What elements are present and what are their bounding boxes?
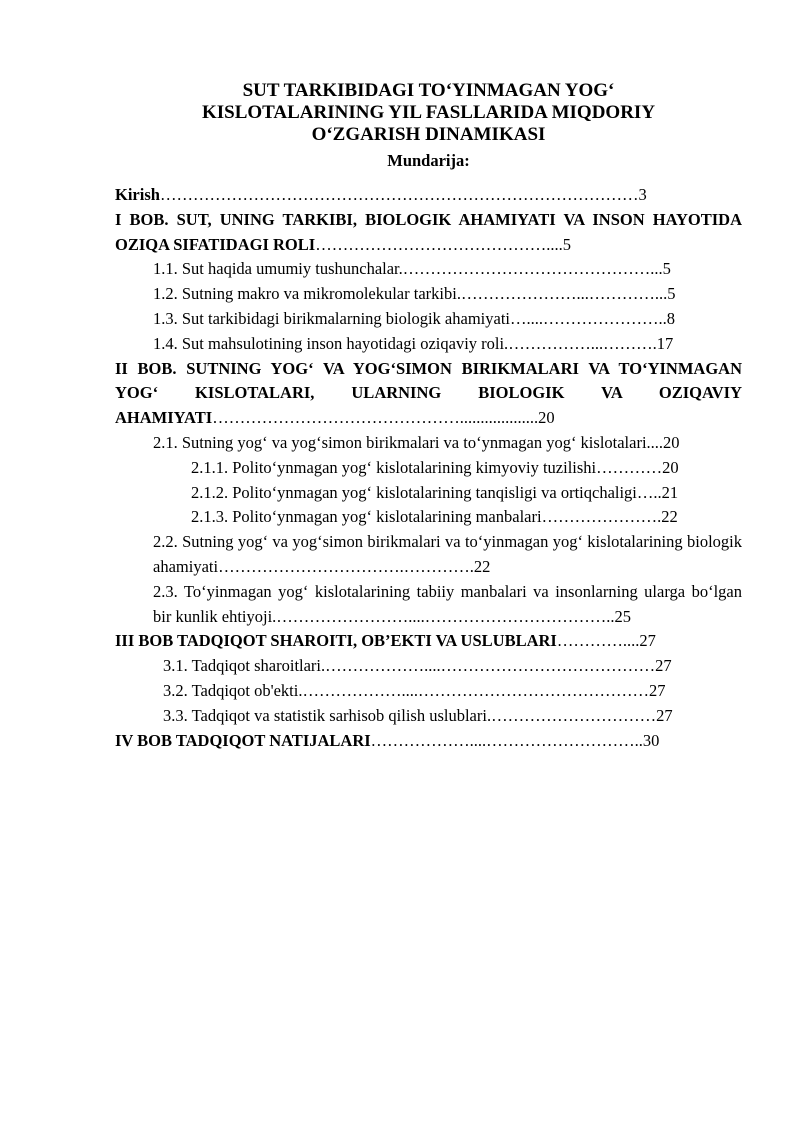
toc-heading: Mundarija: bbox=[387, 151, 470, 170]
toc-entry-dots: ….. bbox=[636, 482, 662, 502]
toc-entry-label: IV BOB TADQIQOT NATIJALARI bbox=[115, 730, 371, 750]
toc-entry-page: 3 bbox=[638, 185, 647, 204]
toc-entry-page: 27 bbox=[656, 705, 673, 725]
toc-entry[interactable] bbox=[191, 481, 742, 506]
toc-entry[interactable] bbox=[191, 456, 742, 481]
toc-entry[interactable] bbox=[153, 307, 742, 332]
document-title bbox=[115, 80, 742, 146]
toc-entry-dots: …....………………….. bbox=[509, 308, 667, 328]
toc-entry-page: 8 bbox=[666, 308, 675, 328]
title-line-3: O‘ZGARISH DINAMIKASI bbox=[311, 124, 546, 145]
toc-entry[interactable] bbox=[115, 629, 742, 654]
toc-entry[interactable] bbox=[153, 282, 742, 307]
toc-entry[interactable] bbox=[115, 208, 742, 258]
toc-entry-dots: …………………. bbox=[541, 507, 662, 527]
toc-entry-label: I BOB. SUT, UNING TARKIBI, BIOLOGIK AHAMIYATI VA INSON HAYOTIDA OZIQA SIFATIDAGI ROLI bbox=[115, 209, 742, 254]
toc-entry-dots: ………………....…………………………………… bbox=[302, 680, 649, 700]
toc-entry-label: II BOB. SUTNING YOG‘ VA YOG‘SIMON BIRIKMALARI VA TO‘YINMAGAN YOG‘ KISLOTALARI, ULARNING BIOLOGIK VA OZIQAVIY AHAMIYATI bbox=[115, 358, 742, 428]
toc-entry-page: 20 bbox=[538, 408, 555, 428]
toc-entry-label: 2.1. Sutning yog‘ va yog‘simon birikmalari va to‘ynmagan yog‘ kislotalari bbox=[153, 432, 647, 452]
toc-entry-label: 2.1.1. Polito‘ynmagan yog‘ kislotalarining kimyoviy tuzilishi bbox=[191, 457, 597, 477]
toc-entry-dots: …………………...…………... bbox=[460, 284, 668, 304]
toc-entry-page: 22 bbox=[661, 507, 678, 527]
toc-entry[interactable] bbox=[163, 704, 742, 729]
toc-entry-label: 3.3. Tadqiqot va statistik sarhisob qilish uslublari. bbox=[163, 705, 492, 725]
toc-entry-label: 2.2. Sutning yog‘ va yog‘simon birikmalari va to‘yinmagan yog‘ kislotalarining biologik ahamiyati bbox=[153, 532, 742, 576]
toc-entry-page: 27 bbox=[648, 680, 666, 700]
toc-entry[interactable] bbox=[153, 530, 742, 580]
title-line-1: SUT TARKIBIDAGI TO‘YINMAGAN YOG‘ bbox=[242, 80, 615, 101]
toc-entry-page: 20 bbox=[663, 432, 680, 452]
toc-entry-page: 27 bbox=[655, 656, 672, 676]
toc-entry-page: 30 bbox=[642, 730, 660, 750]
toc-entry[interactable] bbox=[163, 654, 742, 679]
toc-entry[interactable] bbox=[153, 580, 742, 630]
toc-entry-dots: ………… bbox=[596, 457, 663, 477]
toc-entry-dots: ……………………....…………………………….. bbox=[276, 606, 615, 626]
toc-entry-dots: ……………...………. bbox=[508, 333, 657, 353]
toc-entry-page: 25 bbox=[614, 606, 632, 626]
toc-entry-page: 27 bbox=[639, 631, 656, 651]
toc-entry-page: 22 bbox=[473, 556, 491, 576]
toc-entry-dots: …………………………………………………………………………… bbox=[159, 185, 639, 204]
toc-entry-dots: ………….... bbox=[556, 631, 640, 651]
toc-entry-label: 1.2. Sutning makro va mikromolekular tarkibi. bbox=[153, 284, 461, 304]
toc-entry[interactable] bbox=[115, 357, 742, 431]
toc-entry-dots: …………………………………….... bbox=[315, 234, 563, 254]
toc-entry-label: 2.1.3. Polito‘ynmagan yog‘ kislotalarining manbalari bbox=[191, 507, 542, 527]
toc-entry[interactable] bbox=[153, 257, 742, 282]
toc-entry-label: 1.3. Sut tarkibidagi birikmalarning biologik ahamiyati bbox=[153, 308, 510, 328]
toc-entry-label: 1.1. Sut haqida umumiy tushunchalar. bbox=[153, 259, 403, 279]
toc-entry[interactable] bbox=[153, 332, 742, 357]
toc-entry-page: 20 bbox=[662, 457, 679, 477]
toc-entry-page: 5 bbox=[667, 284, 676, 304]
title-line-2: KISLOTALARINING YIL FASLLARIDA MIQDORIY bbox=[201, 102, 656, 123]
toc-entry-dots: ………………....………………………………… bbox=[325, 656, 656, 676]
toc-entry-page: 21 bbox=[661, 482, 679, 502]
toc-entry-page: 5 bbox=[562, 234, 571, 254]
toc-entry-dots: …………………………….…………. bbox=[218, 556, 474, 576]
toc-entry-label: III BOB TADQIQOT SHAROITI, OB’EKTI VA USLUBLARI bbox=[115, 631, 557, 651]
toc-entry-dots: ………………………………………................... bbox=[212, 408, 539, 428]
toc-entry-dots: ………………………………………... bbox=[402, 259, 663, 279]
toc-entry[interactable] bbox=[115, 183, 742, 208]
toc-entry[interactable] bbox=[191, 505, 742, 530]
toc-entry-dots: ………………………… bbox=[491, 705, 657, 725]
toc-entry-label: 2.3. To‘yinmagan yog‘ kislotalarining tabiiy manbalari va insonlarning ularga bo‘lgan bir kunlik ehtiyoji. bbox=[153, 581, 742, 626]
toc-entry[interactable] bbox=[115, 729, 742, 754]
toc-entry[interactable] bbox=[153, 431, 742, 456]
toc-entry[interactable] bbox=[163, 679, 742, 704]
toc-entry-label: Kirish bbox=[115, 185, 160, 204]
toc-entry-label: 3.2. Tadqiqot ob'ekti. bbox=[163, 680, 303, 700]
toc-entry-label: 2.1.2. Polito‘ynmagan yog‘ kislotalarining tanqisligi va ortiqchaligi bbox=[191, 482, 637, 502]
toc-entry-label: 3.1. Tadqiqot sharoitlari. bbox=[163, 656, 326, 676]
toc-entry-label: 1.4. Sut mahsulotining inson hayotidagi oziqaviy roli. bbox=[153, 333, 509, 353]
toc-entry-dots: .... bbox=[646, 432, 664, 452]
toc-entry-dots: ………………....……………………….. bbox=[370, 730, 643, 750]
table-of-contents bbox=[115, 183, 742, 753]
toc-entry-page: 5 bbox=[662, 259, 671, 279]
toc-entry-page: 17 bbox=[656, 333, 674, 353]
